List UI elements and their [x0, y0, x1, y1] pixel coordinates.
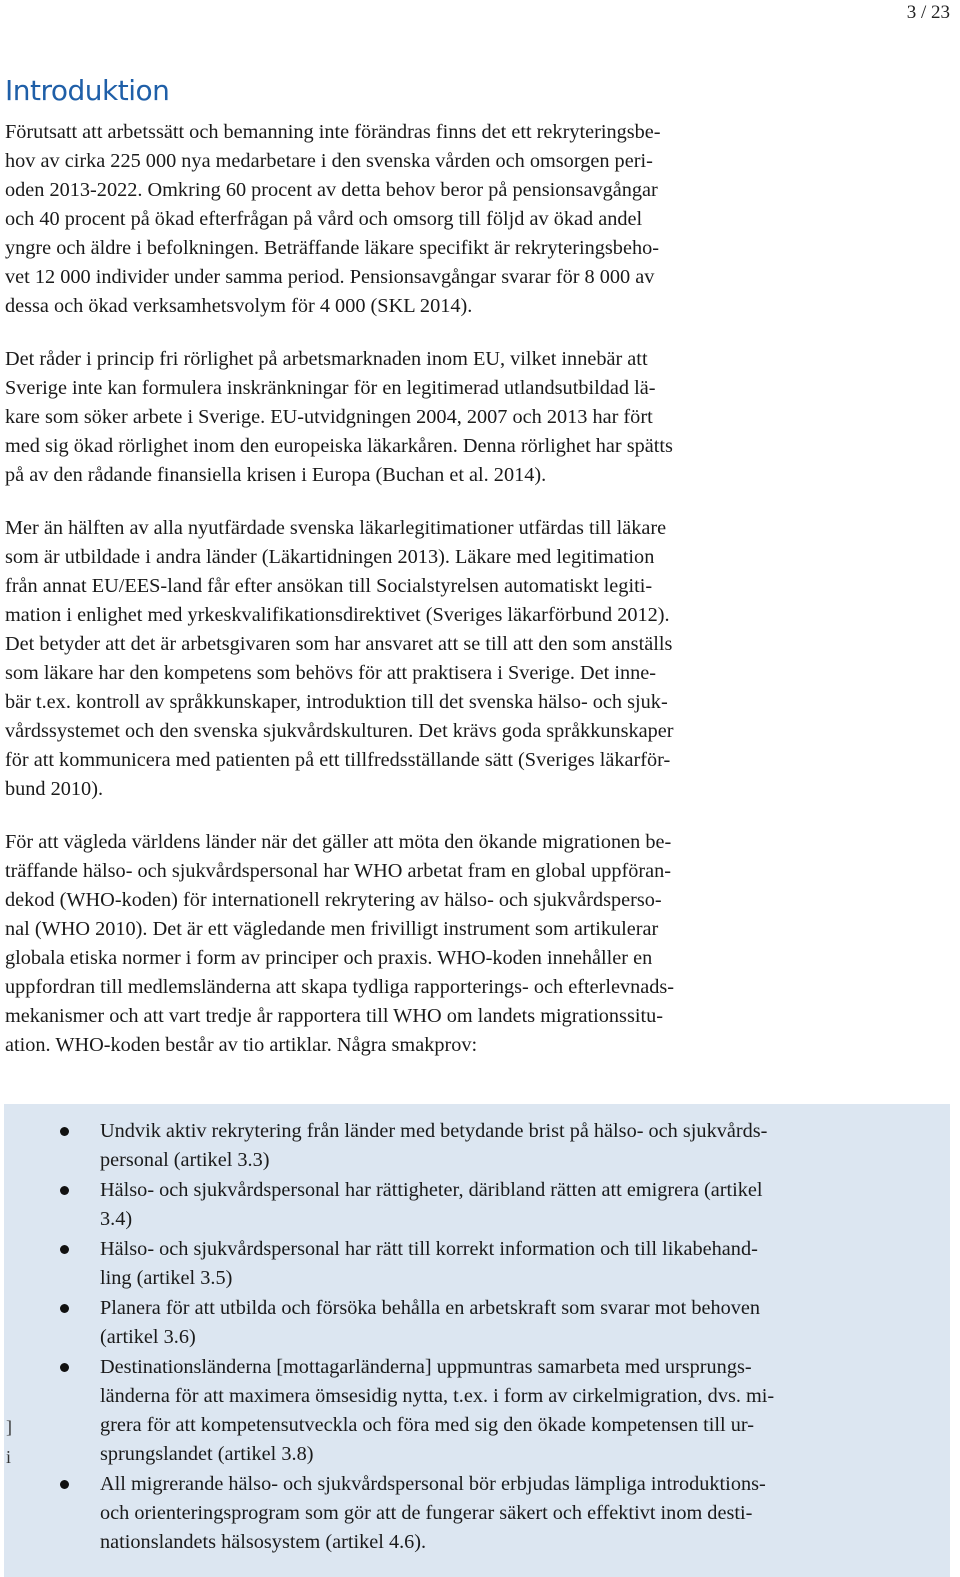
text-line: Undvik aktiv rekrytering från länder med betydande brist på hälso- och sjukvårds-: [100, 1120, 768, 1142]
text-line: mation i enlighet med yrkeskvalifikationsdirektivet (Sveriges läkarförbund 2012).: [5, 604, 670, 626]
text-line: mekanismer och att vart tredje år rapportera till WHO om landets migrationssitu-: [5, 1005, 664, 1027]
text-line: Det betyder att det är arbetsgivaren som har ansvaret att se till att den som anställs: [5, 633, 673, 655]
margin-glyph: i: [6, 1447, 12, 1467]
text-line: träffande hälso- och sjukvårdspersonal har WHO arbetat fram en global uppföran-: [5, 860, 672, 882]
paragraph-1: [5, 118, 835, 321]
page-number: 3 / 23: [906, 2, 950, 23]
text-line: Destinationsländerna [mottagarländerna] uppmuntras samarbeta med ursprungs-: [100, 1356, 752, 1378]
text-line: All migrerande hälso- och sjukvårdspersonal bör erbjudas lämpliga introduktions-: [100, 1473, 766, 1495]
text-line: nal (WHO 2010). Det är ett vägledande men frivilligt instrument som artikulerar: [5, 918, 659, 940]
text-line: bär t.ex. kontroll av språkkunskaper, introduktion till det svenska hälso- och sjuk-: [5, 691, 668, 713]
text-line: personal (artikel 3.3): [100, 1149, 270, 1171]
text-line: För att vägleda världens länder när det gäller att möta den ökande migrationen be-: [5, 831, 672, 853]
text-line: för att kommunicera med patienten på ett tillfredsställande sätt (Sveriges läkarför-: [5, 749, 671, 771]
text-line: ation. WHO-koden består av tio artiklar. Några smakprov:: [5, 1034, 478, 1056]
paragraph-3: [5, 514, 835, 804]
text-line: Hälso- och sjukvårdspersonal har rättigheter, däribland rätten att emigrera (artikel: [100, 1179, 763, 1201]
text-line: 3.4): [100, 1208, 133, 1230]
text-line: på av den rådande finansiella krisen i Europa (Buchan et al. 2014).: [5, 464, 547, 486]
bullet-icon: [60, 1186, 69, 1195]
text-line: vet 12 000 individer under samma period. Pensionsavgångar svarar för 8 000 av: [5, 266, 655, 288]
text-line: dekod (WHO-koden) för internationell rekrytering av hälso- och sjukvårdsperso-: [5, 889, 662, 911]
text-line: som läkare har den kompetens som behövs för att praktisera i Sverige. Det inne-: [5, 662, 657, 684]
bullet-icon: [60, 1245, 69, 1254]
paragraph-2: [5, 345, 835, 490]
text-line: Planera för att utbilda och försöka behålla en arbetskraft som svarar mot behoven: [100, 1297, 761, 1319]
text-line: oden 2013-2022. Omkring 60 procent av detta behov beror på pensionsavgångar: [5, 179, 658, 201]
bullet-icon: [60, 1127, 69, 1136]
text-line: ling (artikel 3.5): [100, 1267, 233, 1289]
text-line: nationslandets hälsosystem (artikel 4.6).: [100, 1531, 427, 1553]
bullet-list: [60, 1117, 930, 1558]
bullet-icon: [60, 1480, 69, 1489]
bullet-icon: [60, 1304, 69, 1313]
text-line: som är utbildade i andra länder (Läkartidningen 2013). Läkare med legitimation: [5, 546, 655, 568]
paragraph-4: [5, 828, 835, 1060]
text-line: från annat EU/EES-land får efter ansökan till Socialstyrelsen automatiskt legiti-: [5, 575, 653, 597]
text-line: uppfordran till medlemsländerna att skapa tydliga rapporterings- och efterlevnads-: [5, 976, 675, 998]
text-line: yngre och äldre i befolkningen. Beträffande läkare specifikt är rekryteringsbeho-: [5, 237, 659, 259]
margin-glyph: ]: [6, 1417, 12, 1437]
list-item: [60, 1235, 930, 1293]
text-line: med sig ökad rörlighet inom den europeiska läkarkåren. Denna rörlighet har spätts: [5, 435, 673, 457]
bullet-icon: [60, 1363, 69, 1372]
list-item: [60, 1117, 930, 1175]
body-text: [5, 118, 835, 1084]
text-line: Förutsatt att arbetssätt och bemanning inte förändras finns det ett rekryteringsbe-: [5, 121, 661, 143]
list-item: [60, 1294, 930, 1352]
text-line: Det råder i princip fri rörlighet på arbetsmarknaden inom EU, vilket innebär att: [5, 348, 648, 370]
text-line: bund 2010).: [5, 778, 104, 800]
text-line: globala etiska normer i form av principer och praxis. WHO-koden innehåller en: [5, 947, 653, 969]
list-item: [60, 1176, 930, 1234]
text-line: grera för att kompetensutveckla och föra med sig den ökade kompetensen till ur-: [100, 1414, 755, 1436]
text-line: vårdssystemet och den svenska sjukvårdskulturen. Det krävs goda språkkunskaper: [5, 720, 674, 742]
list-item: [60, 1353, 930, 1469]
text-line: hov av cirka 225 000 nya medarbetare i den svenska vården och omsorgen peri-: [5, 150, 653, 172]
section-heading: Introduktion: [5, 74, 170, 107]
text-line: Hälso- och sjukvårdspersonal har rätt till korrekt information och till likabehand-: [100, 1238, 758, 1260]
text-line: Sverige inte kan formulera inskränkningar för en legitimerad utlandsutbildad lä-: [5, 377, 656, 399]
list-item: [60, 1470, 930, 1557]
text-line: och 40 procent på ökad efterfrågan på vård och omsorg till följd av ökad andel: [5, 208, 643, 230]
text-line: kare som söker arbete i Sverige. EU-utvidgningen 2004, 2007 och 2013 har fört: [5, 406, 653, 428]
text-line: (artikel 3.6): [100, 1326, 196, 1348]
text-line: länderna för att maximera ömsesidig nytta, t.ex. i form av cirkelmigration, dvs. mi-: [100, 1385, 775, 1407]
text-line: och orienteringsprogram som gör att de fungerar säkert och effektivt inom desti-: [100, 1502, 753, 1524]
text-line: sprungslandet (artikel 3.8): [100, 1443, 314, 1465]
text-line: Mer än hälften av alla nyutfärdade svenska läkarlegitimationer utfärdas till läkare: [5, 517, 667, 539]
text-line: dessa och ökad verksamhetsvolym för 4 000 (SKL 2014).: [5, 295, 473, 317]
